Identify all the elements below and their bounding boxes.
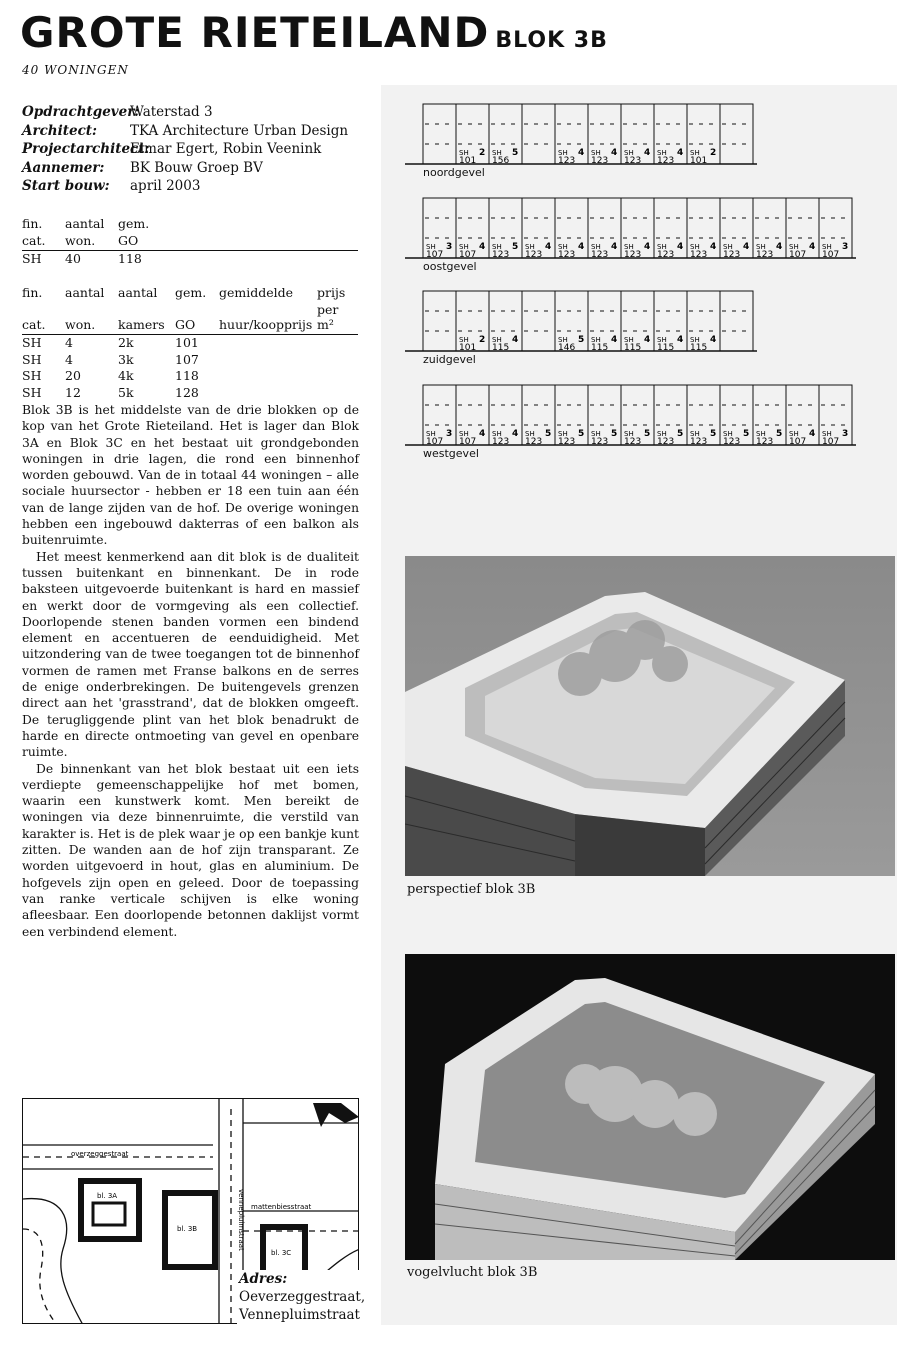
unit-rooms: 4 (479, 242, 486, 252)
table-header: cat. (22, 233, 65, 251)
meta-label: Architect: (22, 122, 98, 139)
unit-area: 123 (690, 250, 708, 260)
elevation-label: westgevel (423, 447, 479, 460)
unit-type: SH (426, 430, 436, 438)
unit-type: SH (657, 336, 667, 344)
photo-caption: vogelvlucht blok 3B (407, 1265, 538, 1280)
unit-area: 123 (756, 437, 774, 447)
unit-rooms: 4 (512, 429, 519, 439)
table-header: fin. (22, 285, 43, 300)
unit-rooms: 5 (644, 429, 651, 439)
unit-area: 123 (591, 156, 609, 166)
table-cell: 128 (175, 384, 199, 400)
unit-type: SH (525, 243, 535, 251)
unit-type: SH (723, 243, 733, 251)
body-text (22, 402, 359, 940)
unit-area: 123 (756, 250, 774, 260)
table-header: aantal (65, 285, 105, 300)
unit-area: 107 (459, 250, 477, 260)
table-header: gemiddelde (219, 285, 294, 300)
unit-area: 123 (558, 156, 576, 166)
elevation-westgevel (405, 381, 865, 460)
table-header: kamers (118, 302, 175, 335)
unit-type: SH (723, 430, 733, 438)
table-header: GO (175, 302, 219, 335)
unit-type: SH (492, 243, 502, 251)
unit-rooms: 3 (842, 242, 849, 252)
unit-type: SH (591, 243, 601, 251)
unit-area: 123 (624, 250, 642, 260)
unit-area: 146 (558, 343, 576, 353)
paragraph: De binnenkant van het blok bestaat uit een iets verdiepte gemeenschappelijke hof met bomen, waarin een kunstwerk komt. Men bereikt de woningen via deze binnenruimte, die verstild van karakter is. Het is de plek waar je op een bankje kunt zitten. De wanden aan de hof zijn transparant. Ze worden uitgevoerd in hout, glas en aluminium. De hofgevels zijn open en geleed. Door de toepassing van ranke verticale schijven is elke woning afleesbaar. Een doorlopende betonnen daklijst vormt een verbindend element. (22, 761, 359, 939)
unit-type: SH (591, 430, 601, 438)
page-title (20, 8, 608, 57)
unit-type: SH (459, 336, 469, 344)
address-line: Oeverzeggestraat, (239, 1289, 366, 1305)
table-header: huur/koopprijs (219, 302, 317, 335)
meta-row (22, 177, 348, 196)
unit-rooms: 3 (446, 242, 453, 252)
unit-area: 101 (690, 156, 708, 166)
table-cell: 101 (175, 335, 199, 350)
unit-type: SH (492, 149, 502, 157)
subtitle: 40 WONINGEN (22, 63, 129, 77)
unit-type: SH (822, 243, 832, 251)
table-cell: SH (22, 351, 42, 367)
unit-area: 123 (723, 437, 741, 447)
address-label: Adres: (239, 1271, 288, 1287)
meta-value: Elmar Egert, Robin Veenink (130, 141, 322, 157)
unit-area: 115 (690, 343, 708, 353)
table-header: gem. (118, 216, 150, 231)
unit-rooms: 4 (677, 148, 684, 158)
paragraph: Het meest kenmerkend aan dit blok is de dualiteit tussen buitenkant en binnenkant. De in rode baksteen uitgevoerde buitenkant is hard en massief en werkt door de vormgeving als een collectief. Doorlopende stenen banden vormen een bindend element en accentueren de eenduidigheid. Met uitzondering van de twee toegangen tot de binnenhof vormen de ramen met Franse balkons en de serres de enige onderbrekingen. De buitengevels grenzen direct aan het 'grasstrand', dat de blokken omgeeft. De terugliggende plint van het blok benadrukt de harde en directe ontmoeting van gevel en openbare ruimte. (22, 549, 359, 760)
meta-value: april 2003 (130, 178, 201, 194)
unit-rooms: 4 (743, 242, 750, 252)
meta-value: TKA Architecture Urban Design (130, 122, 349, 139)
unit-area: 123 (657, 156, 675, 166)
unit-area: 107 (459, 437, 477, 447)
meta-label: Opdrachtgever: (22, 104, 140, 120)
unit-type: SH (459, 430, 469, 438)
table-cell: 4k (118, 368, 134, 383)
table-cell: SH (22, 368, 42, 383)
table-cell: 12 (65, 384, 81, 400)
unit-rooms: 4 (512, 335, 519, 345)
unit-area: 123 (558, 250, 576, 260)
table-header: per m² (317, 302, 358, 335)
table-cell (317, 335, 358, 352)
unit-area: 123 (492, 250, 510, 260)
unit-rooms: 3 (842, 429, 849, 439)
table-row (22, 352, 358, 369)
unit-area: 123 (690, 437, 708, 447)
elevation-label: oostgevel (423, 260, 477, 273)
table-header: aantal (65, 216, 105, 231)
meta-row (22, 159, 348, 178)
table-cell: 2k (118, 335, 134, 350)
unit-rooms: 5 (512, 148, 519, 158)
unit-area: 123 (657, 250, 675, 260)
table-cell (317, 368, 358, 385)
unit-rooms: 4 (545, 242, 552, 252)
unit-type: SH (690, 243, 700, 251)
elevation-zuidgevel (405, 287, 765, 366)
unit-type: SH (558, 336, 568, 344)
table-cell (219, 385, 317, 402)
map-block-label: bl. 3B (177, 1225, 198, 1233)
table-cell: SH (22, 335, 42, 350)
table-cell: 107 (175, 351, 199, 367)
unit-type: SH (690, 149, 700, 157)
unit-rooms: 4 (611, 335, 618, 345)
table-cell: SH (22, 251, 42, 266)
perspective-model-image (405, 556, 895, 876)
meta-value: BK Bouw Groep BV (130, 159, 263, 176)
unit-type: SH (690, 336, 700, 344)
unit-area: 123 (591, 437, 609, 447)
table-cell (317, 352, 358, 369)
unit-area: 156 (492, 156, 510, 166)
table-row (22, 251, 358, 268)
unit-area: 123 (492, 437, 510, 447)
unit-type: SH (525, 430, 535, 438)
table-cell (317, 385, 358, 402)
table-cell: SH (22, 384, 42, 400)
birdseye-photo (405, 954, 895, 1260)
photo-caption: perspectief blok 3B (407, 882, 536, 897)
unit-rooms: 4 (809, 242, 816, 252)
unit-rooms: 4 (710, 335, 717, 345)
summary-table (22, 216, 358, 268)
meta-value: Waterstad 3 (130, 104, 213, 120)
meta-row (22, 122, 348, 141)
unit-rooms: 4 (644, 242, 651, 252)
table-cell: 118 (118, 251, 142, 266)
table-cell (219, 335, 317, 352)
unit-area: 107 (426, 250, 444, 260)
table-header: won. (65, 233, 118, 251)
unit-rooms: 5 (743, 429, 750, 439)
unit-area: 115 (591, 343, 609, 353)
table-row (22, 368, 358, 385)
detail-table (22, 285, 358, 401)
unit-type: SH (459, 243, 469, 251)
unit-rooms: 4 (677, 335, 684, 345)
unit-rooms: 5 (545, 429, 552, 439)
table-cell (219, 352, 317, 369)
project-info (22, 103, 348, 196)
unit-type: SH (492, 336, 502, 344)
table-header: fin. (22, 216, 43, 231)
map-block-label: bl. 3A (97, 1192, 118, 1200)
unit-rooms: 2 (710, 148, 717, 158)
map-street-label: vennepluimstraat (237, 1189, 245, 1251)
unit-type: SH (756, 430, 766, 438)
unit-area: 123 (624, 437, 642, 447)
table-header: aantal (118, 285, 158, 300)
elevation-oostgevel (405, 194, 865, 273)
unit-rooms: 2 (479, 148, 486, 158)
unit-area: 123 (525, 437, 543, 447)
table-cell: 5k (118, 384, 134, 400)
perspective-photo (405, 556, 895, 876)
table-header: cat. (22, 302, 65, 335)
unit-type: SH (459, 149, 469, 157)
unit-rooms: 4 (644, 148, 651, 158)
unit-rooms: 5 (578, 429, 585, 439)
unit-rooms: 4 (809, 429, 816, 439)
table-cell: 20 (65, 368, 81, 383)
unit-rooms: 4 (578, 148, 585, 158)
meta-row (22, 140, 348, 159)
unit-type: SH (558, 149, 568, 157)
unit-type: SH (591, 336, 601, 344)
unit-area: 107 (822, 250, 840, 260)
unit-area: 123 (558, 437, 576, 447)
table-cell: 4 (65, 335, 73, 350)
paragraph: Blok 3B is het middelste van de drie blokken op de kop van het Grote Rieteiland. Het is lager dan Blok 3A en Blok 3C en het bestaat uit grondgebonden woningen in drie lagen, die rond een binnenhof worden gebouwd. Van de in totaal 44 woningen – alle sociale huursector - hebben er 18 een tuin aan één van de lange zijden van de hof. De overige woningen hebben een ingebouwd dakterras of een balkon als buitenruimte. (22, 403, 359, 548)
unit-rooms: 3 (446, 429, 453, 439)
meta-label: Start bouw: (22, 178, 110, 194)
unit-rooms: 4 (578, 242, 585, 252)
unit-area: 107 (426, 437, 444, 447)
unit-type: SH (492, 430, 502, 438)
table-header: won. (65, 302, 118, 335)
unit-area: 123 (723, 250, 741, 260)
unit-type: SH (624, 149, 634, 157)
table-cell: 4 (65, 351, 73, 367)
unit-type: SH (624, 336, 634, 344)
elevation-drawing (405, 287, 765, 355)
unit-rooms: 2 (479, 335, 486, 345)
table-row (22, 385, 358, 402)
unit-type: SH (789, 243, 799, 251)
unit-area: 123 (591, 250, 609, 260)
unit-area: 107 (789, 250, 807, 260)
unit-rooms: 4 (611, 148, 618, 158)
table-cell: 3k (118, 351, 134, 367)
elevation-label: noordgevel (423, 166, 485, 179)
unit-area: 115 (657, 343, 675, 353)
unit-rooms: 5 (677, 429, 684, 439)
table-cell (219, 368, 317, 385)
elevation-drawing (405, 100, 765, 168)
unit-type: SH (657, 430, 667, 438)
address (237, 1270, 365, 1324)
unit-rooms: 5 (710, 429, 717, 439)
table-header: GO (118, 233, 358, 251)
unit-type: SH (657, 243, 667, 251)
map-street-label: mattenbiesstraat (251, 1203, 312, 1211)
unit-area: 101 (459, 343, 477, 353)
unit-rooms: 5 (512, 242, 519, 252)
unit-area: 115 (492, 343, 510, 353)
elevation-noordgevel (405, 100, 765, 179)
elevation-drawing (405, 194, 865, 262)
table-row (22, 335, 358, 352)
map-block-label: bl. 3C (271, 1249, 292, 1257)
unit-rooms: 5 (611, 429, 618, 439)
title-suffix: BLOK 3B (495, 28, 608, 53)
table-header: gem. (175, 285, 207, 300)
unit-area: 123 (657, 437, 675, 447)
table-header: prijs (317, 285, 346, 300)
title-main: GROTE RIETEILAND (20, 8, 490, 57)
unit-type: SH (624, 243, 634, 251)
unit-type: SH (657, 149, 667, 157)
table-cell: 40 (65, 251, 81, 266)
unit-area: 101 (459, 156, 477, 166)
unit-area: 123 (624, 156, 642, 166)
unit-rooms: 4 (776, 242, 783, 252)
unit-type: SH (591, 149, 601, 157)
unit-rooms: 4 (611, 242, 618, 252)
unit-rooms: 5 (776, 429, 783, 439)
unit-rooms: 5 (578, 335, 585, 345)
unit-type: SH (426, 243, 436, 251)
unit-area: 107 (822, 437, 840, 447)
unit-area: 123 (525, 250, 543, 260)
birdseye-model-image (405, 954, 895, 1260)
unit-area: 115 (624, 343, 642, 353)
elevation-drawing (405, 381, 865, 449)
unit-type: SH (822, 430, 832, 438)
meta-label: Aannemer: (22, 159, 105, 176)
unit-type: SH (756, 243, 766, 251)
address-line: Vennepluimstraat (239, 1307, 360, 1323)
unit-rooms: 4 (479, 429, 486, 439)
unit-area: 107 (789, 437, 807, 447)
unit-type: SH (624, 430, 634, 438)
meta-label: Projectarchitect: (22, 141, 150, 157)
unit-rooms: 4 (644, 335, 651, 345)
unit-type: SH (690, 430, 700, 438)
unit-type: SH (558, 243, 568, 251)
unit-type: SH (789, 430, 799, 438)
map-street-label: overzeggestraat (71, 1150, 129, 1158)
meta-row (22, 103, 348, 122)
unit-type: SH (558, 430, 568, 438)
unit-rooms: 4 (677, 242, 684, 252)
elevation-label: zuidgevel (423, 353, 476, 366)
unit-rooms: 4 (710, 242, 717, 252)
table-cell: 118 (175, 368, 199, 383)
